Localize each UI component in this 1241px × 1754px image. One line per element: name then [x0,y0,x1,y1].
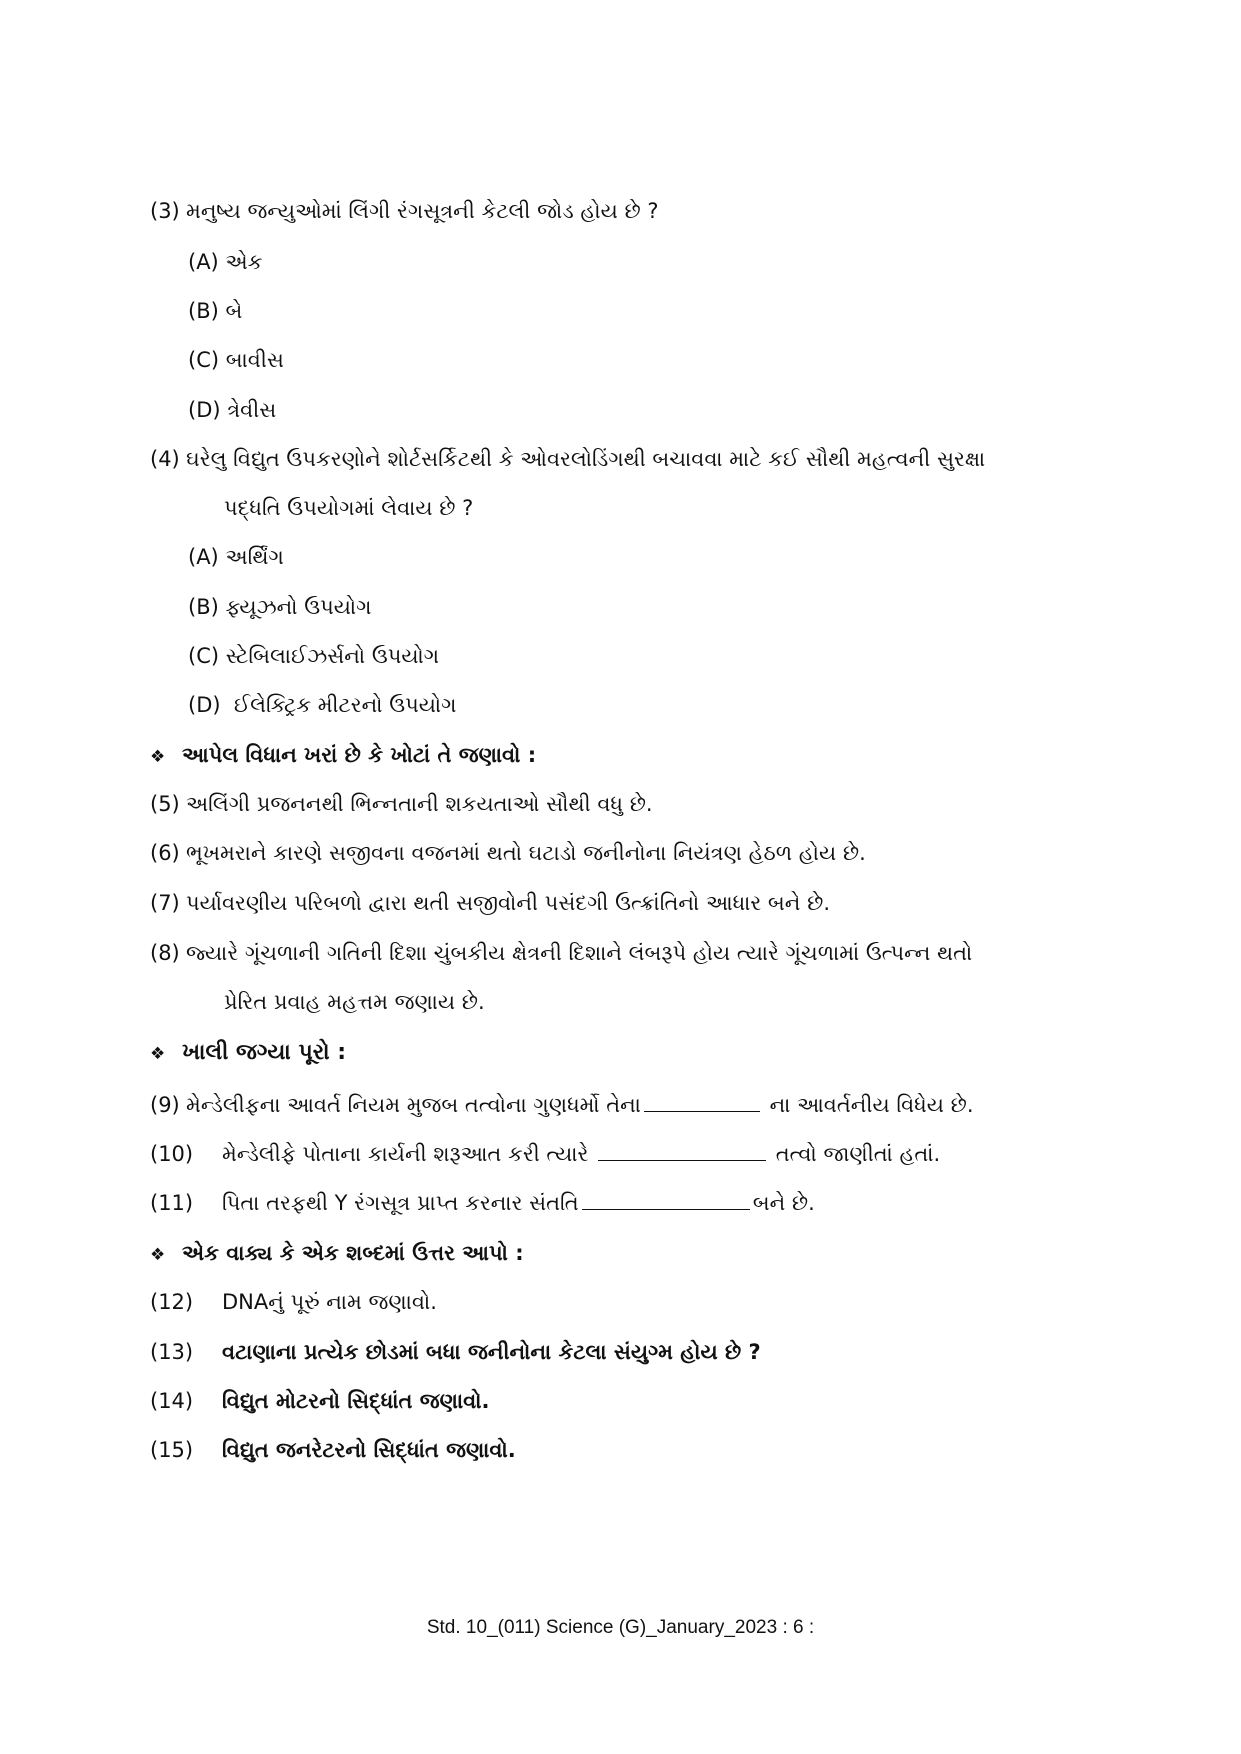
question-number: (14) [150,1389,194,1413]
question-text-before: પિતા તરફથી Y રંગસૂત્ર પ્રાપ્ત કરનાર સંતતિ [222,1191,579,1215]
section-true-false-heading [150,740,536,772]
question-7 [150,888,830,918]
question-11 [150,1188,815,1218]
question-9 [150,1090,974,1120]
question-3 [150,196,659,226]
question-text-after: તત્વો જાણીતાં હતાં. [775,1142,941,1166]
answer-blank [582,1208,750,1210]
question-number: (13) [150,1340,194,1364]
question-5 [150,789,653,819]
question-number: (7) [150,891,180,915]
question-text: વટાણાના પ્રત્યેક છોડમાં બધા જનીનોના કેટલા સંયુગ્મ હોય છે ? [222,1340,761,1364]
q3-option-d [188,395,276,425]
question-text: પર્યાવરણીય પરિબળો દ્વારા થતી સજીવોની પસંદગી ઉત્ક્રાંતિનો આધાર બને છે. [186,891,831,915]
q4-option-a [188,542,284,572]
question-number: (11) [150,1191,194,1215]
option-text: બાવીસ [225,348,284,372]
question-number: (8) [150,941,180,965]
section-fill-blanks-heading [150,1038,346,1069]
option-text: ઈલેક્ટ્રિક મીટરનો ઉપયોગ [233,693,457,717]
answer-blank [598,1159,766,1161]
question-number: (15) [150,1438,194,1462]
question-8 [150,938,972,968]
question-6 [150,838,866,868]
question-number: (12) [150,1290,194,1314]
question-4-continuation: પદ્ધતિ ઉપયોગમાં લેવાય છે ? [224,496,474,520]
question-text-after: ના આવર્તનીય વિધેય છે. [769,1093,974,1117]
q4-option-d [188,690,456,720]
option-text: સ્ટેબિલાઈઝર્સનો ઉપયોગ [225,644,440,668]
question-number: (9) [150,1093,180,1117]
question-14 [150,1386,489,1416]
option-text: બે [225,299,243,323]
section-one-word-heading [150,1238,524,1270]
option-key: (B) [188,299,219,323]
question-text: ભૂખમરાને કારણે સજીવના વજનમાં થતો ઘટાડો જનીનોના નિયંત્રણ હેઠળ હોય છે. [186,841,866,865]
option-text: ત્રેવીસ [227,398,277,422]
option-text: ફ્યૂઝનો ઉપયોગ [225,595,372,619]
option-key: (D) [188,398,221,422]
q4-option-b [188,592,372,622]
option-key: (C) [188,348,220,372]
question-text-before: મેન્ડેલીફે પોતાના કાર્યની શરૂઆત કરી ત્યારે [222,1142,589,1166]
question-number: (3) [150,199,180,223]
question-number: (10) [150,1142,194,1166]
section-title: ખાલી જગ્યા પૂરો : [182,1040,347,1065]
question-text: વિદ્યુત મોટરનો સિદ્ધાંત જણાવો. [222,1389,490,1413]
q3-option-a [188,247,262,277]
question-13 [150,1337,761,1367]
question-12 [150,1287,437,1317]
question-number: (4) [150,447,180,471]
option-key: (A) [188,545,219,569]
option-key: (B) [188,595,219,619]
answer-blank [644,1110,760,1112]
q3-option-b [188,296,242,326]
question-text: DNAનું પૂરું નામ જણાવો. [222,1290,437,1314]
question-text: વિદ્યુત જનરેટરનો સિદ્ધાંત જણાવો. [222,1438,516,1462]
question-text: જ્યારે ગૂંચળાની ગતિની દિશા ચુંબકીય ક્ષેત્રની દિશાને લંબરૂપે હોય ત્યારે ગૂંચળામાં ઉત્પન્ન થતો [186,941,973,965]
diamond-bullet-icon: ❖ [150,747,166,767]
question-8-continuation: પ્રેરિત પ્રવાહ મહત્તમ જણાય છે. [224,990,485,1014]
option-key: (D) [188,693,221,717]
option-key: (A) [188,250,219,274]
question-15 [150,1435,516,1465]
question-4 [150,444,985,474]
option-text: અર્થિંગ [225,545,284,569]
question-text-after: બને છે. [752,1191,815,1215]
section-title: આપેલ વિધાન ખરાં છે કે ખોટાં તે જણાવો : [182,743,537,767]
option-key: (C) [188,644,220,668]
question-text: મનુષ્ય જન્યુઓમાં લિંગી રંગસૂત્રની કેટલી જોડ હોય છે ? [186,199,659,223]
section-title: એક વાક્ય કે એક શબ્દમાં ઉત્તર આપો : [182,1241,524,1265]
question-text: ઘરેલુ વિદ્યુત ઉપકરણોને શોર્ટસર્કિટથી કે ઓવરલોડિંગથી બચાવવા માટે કઈ સૌથી મહત્વની સુરક્ષા [186,447,986,471]
question-text: અલિંગી પ્રજનનથી ભિન્નતાની શકયતાઓ સૌથી વધુ છે. [186,792,653,816]
q3-option-c [188,345,284,375]
question-10 [150,1139,940,1169]
question-number: (6) [150,841,180,865]
page-footer: Std. 10_(011) Science (G)_January_2023 : 6 : [426,1617,815,1638]
question-number: (5) [150,792,180,816]
option-text: એક [225,250,263,274]
q4-option-c [188,641,439,671]
diamond-bullet-icon: ❖ [150,1245,166,1265]
diamond-bullet-icon: ❖ [150,1044,166,1064]
question-text-before: મેન્ડેલીફના આવર્ત નિયમ મુજબ તત્વોના ગુણધર્મો તેના [186,1093,641,1117]
